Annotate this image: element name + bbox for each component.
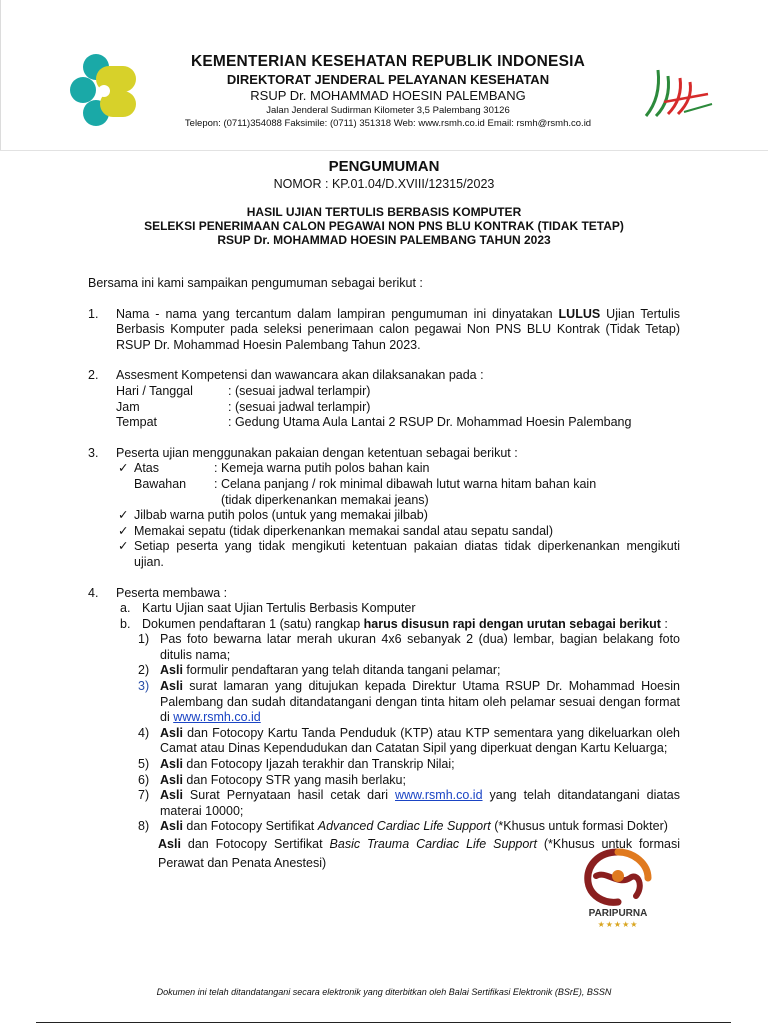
list-marker: a. <box>120 601 131 616</box>
kemenkes-logo-icon <box>56 50 140 134</box>
document-item-5 <box>116 757 680 773</box>
check-icon: ✓ <box>118 539 129 554</box>
document-item-text: surat lamaran yang ditujukan kepada Direktur Utama RSUP Dr. Mohammad Hoesin Palembang dan sudah ditandatangani dengan tinta hitam oleh pelamar sesuai dengan format di <box>160 679 680 725</box>
asli-bold: Asli <box>160 788 183 803</box>
section-number: 1. <box>88 306 99 321</box>
dress-value: : Celana panjang / rok minimal dibawah lutut warna hitam bahan kain <box>214 476 597 491</box>
document-item-text: Pas foto bewarna latar merah ukuran 4x6 sebanyak 2 (dua) lembar, bagian belakang foto ditulis nama; <box>160 632 680 662</box>
document-title: PENGUMUMAN <box>328 158 440 175</box>
list-marker: 3) <box>138 679 150 694</box>
asli-bold: Asli <box>160 819 183 834</box>
seal-stars: ★★★★★ <box>597 920 639 929</box>
list-marker: 2) <box>138 663 150 678</box>
document-item-text: dan Fotocopy Sertifikat <box>182 819 318 834</box>
document-number: NOMOR : KP.01.04/D.XVIII/12315/2023 <box>273 177 495 191</box>
letterhead-divider <box>0 150 768 151</box>
certificate-name: Advanced Cardiac Life Support <box>317 819 491 834</box>
document-item-3 <box>116 679 680 726</box>
list-marker: 6) <box>138 772 150 787</box>
document-item-text-end: (*Khusus untuk formasi Dokter) <box>490 819 668 834</box>
list-marker: 1) <box>138 632 150 647</box>
dress-label: Atas <box>134 461 160 476</box>
hospital-name: RSUP Dr. MOHAMMAD HOESIN PALEMBANG <box>250 88 526 103</box>
asli-bold: Asli <box>160 679 183 694</box>
page-edge-line <box>0 0 1 150</box>
footer-divider <box>36 1022 731 1023</box>
electronic-signature-note: Dokumen ini telah ditandatangani secara elektronik yang diterbitkan oleh Balai Sertifikasi Elektronik (BSrE), BSSN <box>156 987 612 997</box>
section-2-lead: Assesment Kompetensi dan wawancara akan dilaksanakan pada : <box>116 368 484 383</box>
dress-code-bawahan <box>116 477 680 493</box>
section-3 <box>88 446 680 571</box>
document-item-2 <box>116 663 680 679</box>
asli-bold: Asli <box>160 663 183 678</box>
requirement-bold: harus disusun rapi dengan urutan sebagai berikut <box>363 616 661 631</box>
letterhead-text <box>148 53 628 130</box>
seal-label: PARIPURNA <box>588 908 648 919</box>
dress-code-item <box>116 524 680 540</box>
asli-bold: Asli <box>160 757 183 772</box>
schedule-value: : Gedung Utama Aula Lantai 2 RSUP Dr. Mohammad Hoesin Palembang <box>228 415 632 430</box>
schedule-label: Hari / Tanggal <box>116 383 193 398</box>
certificate-name: Basic Trauma Cardiac Life Support <box>329 837 537 851</box>
requirement-text: Kartu Ujian saat Ujian Tertulis Berbasis Komputer <box>142 601 416 616</box>
document-item-7 <box>116 788 680 819</box>
list-marker: b. <box>120 616 131 631</box>
schedule-value: : (sesuai jadwal terlampir) <box>228 383 371 398</box>
schedule-row-date <box>116 384 680 400</box>
document-item-text: Surat Pernyataan hasil cetak dari <box>182 788 395 803</box>
check-icon: ✓ <box>118 508 129 523</box>
document-item-8 <box>116 819 680 835</box>
requirement-a <box>116 601 680 617</box>
section-number: 4. <box>88 585 99 600</box>
document-item-text: dan Fotocopy STR yang masih berlaku; <box>182 772 406 787</box>
s1-text-pre: Nama - nama yang tercantum dalam lampiran pengumuman ini dinyatakan <box>116 306 559 321</box>
document-item-1 <box>116 632 680 663</box>
asli-bold: Asli <box>160 772 183 787</box>
section-2 <box>88 368 680 430</box>
dress-item-text: Setiap peserta yang tidak mengikuti ketentuan pakaian diatas tidak diperkenankan mengikuti ujian. <box>134 539 680 569</box>
subtitle-line-3: RSUP Dr. MOHAMMAD HOESIN PALEMBANG TAHUN 2023 <box>217 233 551 247</box>
dress-note: (tidak diperkenankan memakai jeans) <box>220 492 429 507</box>
section-4-lead: Peserta membawa : <box>116 585 228 600</box>
document-subtitles <box>0 205 768 247</box>
directorate-name: DIREKTORAT JENDERAL PELAYANAN KESEHATAN <box>226 72 550 87</box>
section-3-lead: Peserta ujian menggunakan pakaian dengan ketentuan sebagai berikut : <box>116 445 518 460</box>
schedule-label: Tempat <box>116 415 157 430</box>
hospital-contacts: Telepon: (0711)354088 Faksimile: (0711) 351318 Web: www.rsmh.co.id Email: rsmh@rsmh.co.id <box>184 118 592 129</box>
document-item-text: dan Fotocopy Kartu Tanda Penduduk (KTP) atau KTP sementara yang dikeluarkan oleh Camat atau Dinas Kependudukan dan Catatan Sipil yang diperkuat dengan Kartu Keluarga; <box>160 725 680 756</box>
document-item-text-end: (*Khusus untuk formasi Perawat dan Penata Anestesi) <box>158 837 680 870</box>
dress-code-item <box>116 539 680 570</box>
dress-item-text: Jilbab warna putih polos (untuk yang memakai jilbab) <box>134 508 428 523</box>
schedule-label: Jam <box>116 399 140 414</box>
list-marker: 4) <box>138 725 150 740</box>
subtitle-line-2: SELEKSI PENERIMAAN CALON PEGAWAI NON PNS BLU KONTRAK (TIDAK TETAP) <box>144 219 624 233</box>
document-item-text: formulir pendaftaran yang telah ditanda tangani pelamar; <box>182 663 501 678</box>
list-marker: 5) <box>138 757 150 772</box>
s1-lulus-bold: LULUS <box>558 306 601 321</box>
schedule-value: : (sesuai jadwal terlampir) <box>228 399 371 414</box>
rsmh-website-link[interactable]: www.rsmh.co.id <box>395 788 483 803</box>
hospital-address: Jalan Jenderal Sudirman Kilometer 3,5 Palembang 30126 <box>266 105 510 116</box>
document-item-6 <box>116 773 680 789</box>
asli-bold: Asli <box>158 837 181 851</box>
dress-code-atas <box>116 461 680 477</box>
requirement-text-end: : <box>660 616 668 631</box>
section-4 <box>88 586 680 874</box>
dress-label: Bawahan <box>134 476 187 491</box>
dress-code-note <box>116 493 680 509</box>
dress-value: : Kemeja warna putih polos bahan kain <box>214 461 430 476</box>
section-number: 3. <box>88 445 99 460</box>
letterhead <box>56 50 716 135</box>
document-item-4 <box>116 726 680 757</box>
ministry-name: KEMENTERIAN KESEHATAN REPUBLIK INDONESIA <box>190 53 586 70</box>
document-item-text: dan Fotocopy Ijazah terakhir dan Transkrip Nilai; <box>182 757 455 772</box>
schedule-row-time <box>116 400 680 416</box>
schedule-row-place <box>116 415 680 431</box>
section-1-text <box>116 307 680 354</box>
list-marker: 7) <box>138 788 150 803</box>
asli-bold: Asli <box>160 725 183 740</box>
dress-code-item <box>116 508 680 524</box>
document-body <box>88 276 680 873</box>
paripurna-accreditation-seal-icon <box>578 846 658 930</box>
section-number: 2. <box>88 368 99 383</box>
list-marker: 8) <box>138 819 150 834</box>
dress-item-text: Memakai sepatu (tidak diperkenankan memakai sandal atau sepatu sandal) <box>134 523 553 538</box>
document-item-text-end: yang telah ditandatangani diatas materai 10000; <box>160 788 680 818</box>
section-1 <box>88 307 680 354</box>
hospital-logo-icon <box>638 64 716 124</box>
subtitle-line-1: HASIL UJIAN TERTULIS BERBASIS KOMPUTER <box>246 205 522 219</box>
requirement-text: Dokumen pendaftaran 1 (satu) rangkap <box>142 616 364 631</box>
intro-paragraph: Bersama ini kami sampaikan pengumuman sebagai berikut : <box>88 276 423 290</box>
check-icon: ✓ <box>118 523 129 538</box>
requirement-b <box>116 617 680 633</box>
document-item-text: dan Fotocopy Sertifikat <box>180 837 330 851</box>
s1-text-post: Ujian Tertulis Berbasis Komputer pada seleksi penerimaan calon pegawai Non PNS BLU Kontrak (Tidak Tetap) RSUP Dr. Mohammad Hoesin Palembang Tahun 2023. <box>116 306 680 352</box>
rsmh-website-link[interactable]: www.rsmh.co.id <box>173 710 261 725</box>
check-icon: ✓ <box>118 461 129 476</box>
